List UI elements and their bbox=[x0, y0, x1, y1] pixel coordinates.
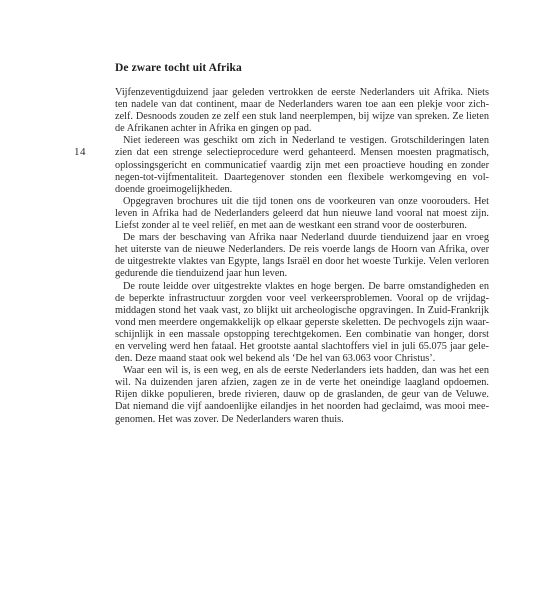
text-line: gedurende die tienduizend jaar hun leven. bbox=[115, 268, 288, 280]
text-line: de beperkte infrastructuur zorgden voor veel verkeersproblemen. Vooral op de vrijdag- bbox=[115, 292, 489, 304]
paragraph bbox=[115, 232, 489, 280]
paragraph bbox=[115, 135, 489, 195]
text-line: zien dat een strenge selectieprocedure werd gehanteerd. Mensen moesten pragmatisch, bbox=[115, 147, 489, 159]
text-line: schijnlijk in een massale opstopping terechtgekomen. Een combinatie van honger, dorst bbox=[115, 328, 489, 340]
text-line: het uiterste van de nieuwe Nederlanders. De reis voerde langs de Hoorn van Afrika, over bbox=[115, 244, 489, 256]
text-line: de Afrikanen achter in Afrika en gingen op pad. bbox=[115, 123, 312, 135]
page-number: 14 bbox=[74, 146, 86, 158]
text-line: De route leidde over uitgestrekte vlaktes en hoge bergen. De barre omstandigheden en bbox=[123, 280, 489, 292]
paragraph bbox=[115, 87, 489, 135]
text-line: Liefst zonder al te veel reliëf, en met aan de westkant een strand voor de oosterburen. bbox=[115, 220, 467, 232]
body-text bbox=[115, 87, 489, 426]
chapter-title: De zware tocht uit Afrika bbox=[115, 62, 242, 74]
text-line: Niet iedereen was geschikt om zich in Nederland te vestigen. Grotschilderingen laten bbox=[123, 135, 489, 147]
text-line: en verveling werd hen fataal. Het grootste aantal slachtoffers viel in juli 65.075 jaar gele- bbox=[115, 340, 489, 352]
text-line: zelf. Desnoods zouden ze zelf een stuk land neerplempen, bij wijze van spreken. Ze lieten bbox=[115, 111, 489, 123]
paragraph bbox=[115, 281, 489, 366]
text-line: vond men meerdere ongemakkelijk op elkaar geperste skeletten. De pechvogels zijn waar- bbox=[115, 316, 489, 328]
text-line: Vijfenzeventigduizend jaar geleden vertrokken de eerste Nederlanders uit Afrika. Niets bbox=[115, 87, 489, 98]
text-line: ten nadele van dat continent, maar de Nederlanders waren toe aan een plekje voor zich- bbox=[115, 99, 489, 111]
text-line: den. Deze maand staat ook wel bekend als ‘De hel van 63.063 voor Christus’. bbox=[115, 353, 436, 365]
text-line: Dat niemand die vijf aandoenlijke eilandjes in het noorden had geclaimd, was mooi mee- bbox=[115, 401, 489, 413]
text-line: Opgegraven brochures uit die tijd tonen ons de voorkeuren van onze voorouders. Het bbox=[123, 195, 489, 207]
text-line: oplossingsgericht en communicatief vaardig zijn met een proactieve houding en zonder bbox=[115, 159, 489, 171]
text-line: negen-tot-vijfmentaliteit. Daartegenover stonden een flexibele werkomgeving en vol- bbox=[115, 171, 489, 183]
text-line: leven in Afrika had de Nederlanders geleerd dat hun nieuwe land vooral nat moest zijn. bbox=[115, 207, 489, 219]
text-line: middagen stond het vaak vast, zo blijkt uit archeologische opgravingen. In Zuid-Frankrijk bbox=[115, 304, 489, 316]
text-line: Waar een wil is, is een weg, en als de eerste Nederlanders iets hadden, dan was het een bbox=[123, 365, 489, 377]
text-line: doende groeimogelijkheden. bbox=[115, 183, 233, 195]
text-line: Rijen dikke populieren, brede rivieren, dauw op de graslanden, de geur van de Veluwe. bbox=[115, 389, 489, 401]
text-line: De mars der beschaving van Afrika naar Nederland duurde tienduizend jaar en vroeg bbox=[123, 232, 489, 244]
paragraph bbox=[115, 365, 489, 425]
paragraph bbox=[115, 196, 489, 232]
text-line: genomen. Het was zover. De Nederlanders waren thuis. bbox=[115, 413, 344, 425]
text-line: wil. Na duizenden jaren afzien, zagen ze in de verte het oneindige laagland opdoemen. bbox=[115, 377, 489, 389]
text-line: de uitgestrekte vlaktes van Egypte, langs Israël en door het woeste Turkije. Velen verloren bbox=[115, 256, 489, 268]
